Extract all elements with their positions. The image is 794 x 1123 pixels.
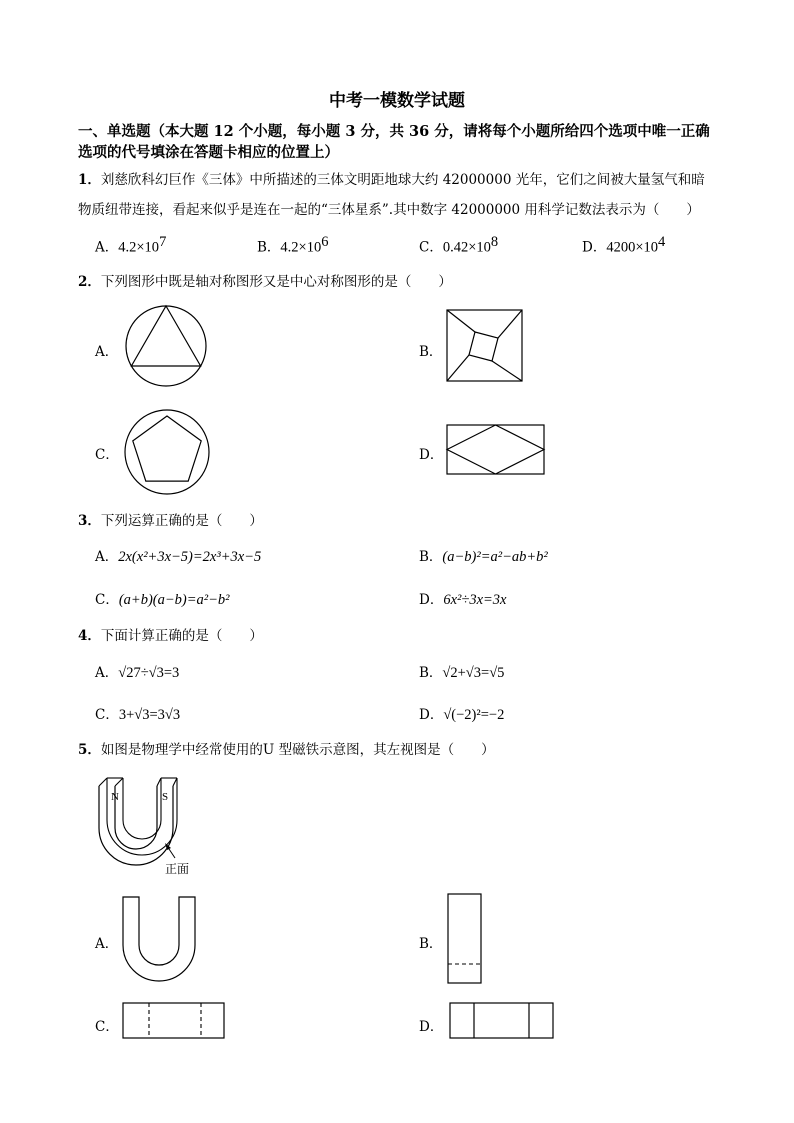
question-3-number: 3． xyxy=(78,513,101,529)
question-2 xyxy=(78,270,452,290)
q4-option-d[interactable]: D．√(−2)²=−2 xyxy=(419,707,505,723)
question-1-line1 xyxy=(78,168,705,188)
question-3-text: 下列运算正确的是（ ） xyxy=(100,513,263,529)
q2-option-c-label[interactable]: C． xyxy=(95,447,119,463)
q3-option-d[interactable]: D．6x²÷3x=3x xyxy=(419,592,507,608)
q2-option-a-label[interactable]: A． xyxy=(95,344,119,360)
question-2-number: 2． xyxy=(78,274,101,290)
wide-rect-dashed-figure[interactable] xyxy=(122,1002,226,1040)
question-2-text: 下列图形中既是轴对称图形又是中心对称图形的是（ ） xyxy=(100,274,452,290)
question-4-text: 下面计算正确的是（ ） xyxy=(100,628,263,644)
question-1-text: 刘慈欣科幻巨作《三体》中所描述的三体文明距地球大约 42000000 光年，它们之间被大量氢气和暗 xyxy=(100,172,705,188)
question-5-number: 5． xyxy=(78,742,101,758)
q1-option-b[interactable]: B．$4.2\times 10^6$ xyxy=(257,234,329,256)
q1-option-c[interactable]: C．$0.42\times 10^8$ xyxy=(419,234,499,256)
q5-option-b-label[interactable]: B． xyxy=(419,936,443,952)
q4-option-a[interactable]: A．√27÷√3=3 xyxy=(95,665,180,681)
question-3 xyxy=(78,509,263,529)
question-1-line2: 物质纽带连接，看起来似乎是连在一起的“三体星系”.其中数字 42000000 用科学记数法表示为（ ） xyxy=(78,202,700,218)
wide-rect-solid-figure[interactable] xyxy=(449,1002,555,1040)
pentagon-in-circle-figure[interactable] xyxy=(123,408,211,496)
u-magnet-figure xyxy=(95,772,215,882)
front-label: 正面 xyxy=(165,862,190,876)
q3-option-a[interactable]: A．2x(x²+3x−5)=2x³+3x−5 xyxy=(95,549,262,565)
question-4 xyxy=(78,624,263,644)
q4-option-c[interactable]: C．3+√3=3√3 xyxy=(95,707,181,723)
section-heading-line2: 选项的代号填涂在答题卡相应的位置上） xyxy=(78,144,339,161)
magnet-south-label: S xyxy=(162,791,169,803)
q1-option-a[interactable]: A．$4.2\times 10^7$ xyxy=(95,234,167,256)
q5-option-c-label[interactable]: C． xyxy=(95,1019,119,1035)
triangle-in-circle-figure[interactable] xyxy=(124,304,208,388)
question-5 xyxy=(78,738,495,758)
rhombus-in-rectangle-figure[interactable] xyxy=(446,424,546,476)
q3-option-c[interactable]: C．(a+b)(a−b)=a²−b² xyxy=(95,592,230,608)
q3-option-b[interactable]: B．(a−b)²=a²−ab+b² xyxy=(419,549,548,565)
question-1-number: 1． xyxy=(78,172,101,188)
section-heading-line1: 一、单选题（本大题 12 个小题，每小题 3 分，共 36 分，请将每个小题所给四个选项中唯一正确 xyxy=(78,123,710,140)
q5-option-d-label[interactable]: D． xyxy=(419,1019,444,1035)
q1-option-d[interactable]: D．$4200\times 10^4$ xyxy=(582,234,666,256)
q4-option-b[interactable]: B．√2+√3=√5 xyxy=(419,665,505,681)
page-title: 中考一模数学试题 xyxy=(329,91,465,111)
q2-option-d-label[interactable]: D． xyxy=(419,447,444,463)
pinwheel-square-figure[interactable] xyxy=(446,309,524,383)
tall-rect-dashed-figure[interactable] xyxy=(447,893,483,985)
q5-option-a-label[interactable]: A． xyxy=(95,936,119,952)
magnet-north-label: N xyxy=(111,791,119,803)
question-5-text: 如图是物理学中经常使用的U 型磁铁示意图，其左视图是（ ） xyxy=(100,742,495,758)
q2-option-b-label[interactable]: B． xyxy=(419,344,443,360)
u-shape-figure[interactable] xyxy=(122,896,196,982)
question-4-number: 4． xyxy=(78,628,101,644)
